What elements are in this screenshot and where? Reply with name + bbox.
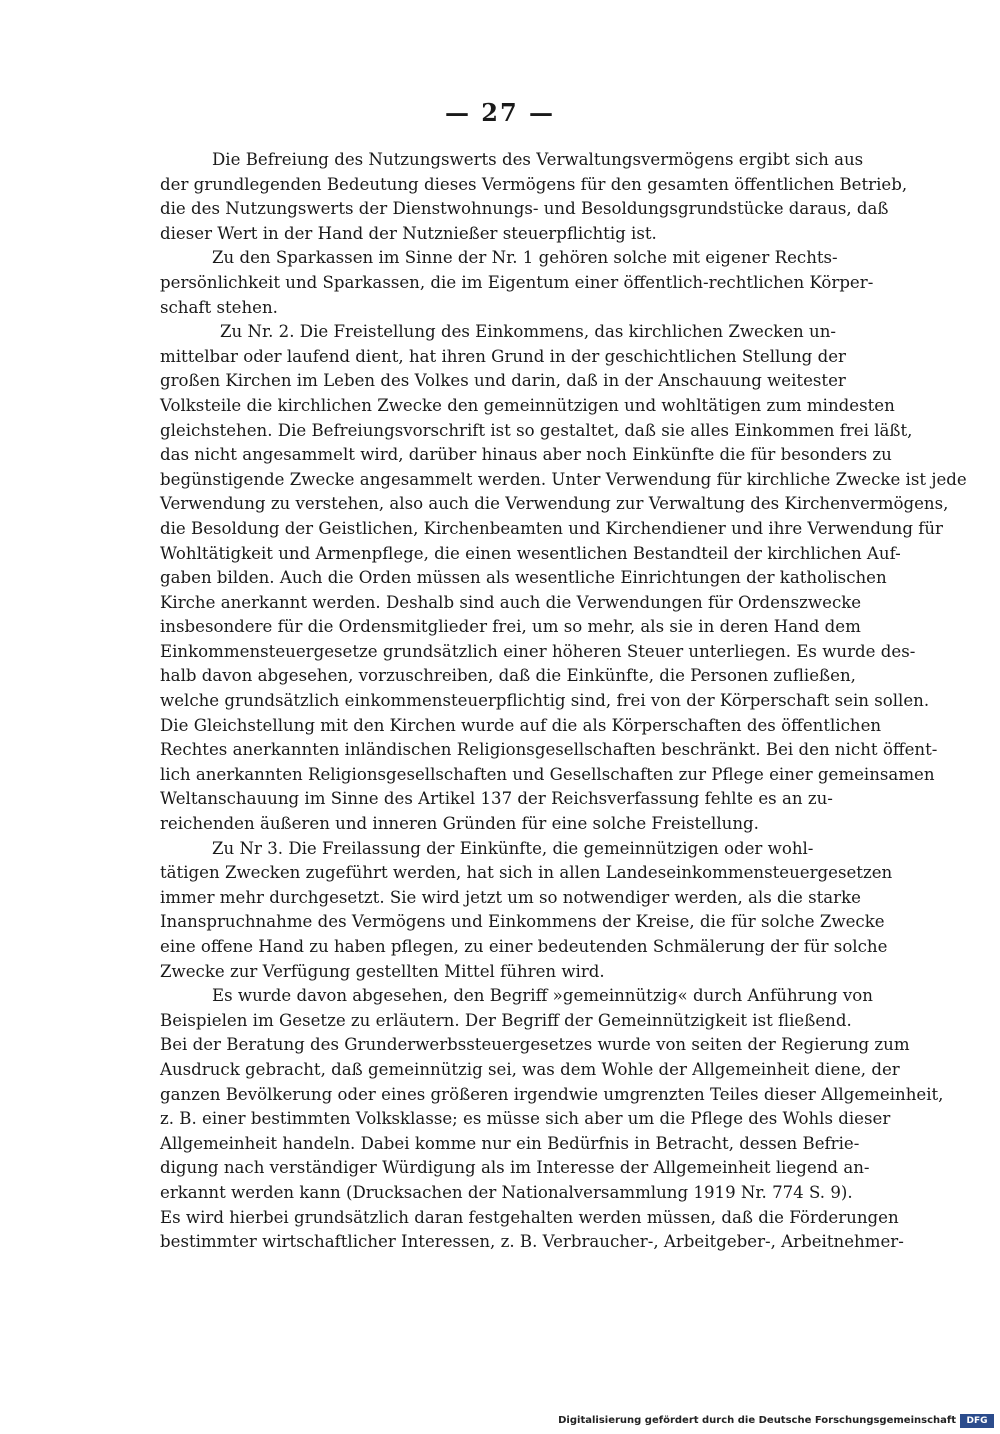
paragraph [160, 320, 967, 836]
body-text [160, 148, 967, 1255]
text-line: Inanspruchnahme des Vermögens und Einkommens der Kreise, die für solche Zwecke [160, 912, 885, 932]
text-line: reichenden äußeren und inneren Gründen für eine solche Freistellung. [160, 814, 759, 834]
text-line: Es wurde davon abgesehen, den Begriff »gemeinnützig« durch Anführung von [212, 986, 873, 1006]
text-line: Ausdruck gebracht, daß gemeinnützig sei, was dem Wohle der Allgemeinheit diene, der [160, 1059, 900, 1079]
text-line: der grundlegenden Bedeutung dieses Vermögens für den gesamten öffentlichen Betrieb, [160, 174, 908, 194]
text-line: dieser Wert in der Hand der Nutznießer steuerpflichtig ist. [160, 223, 657, 243]
text-line: die des Nutzungswerts der Dienstwohnungs- und Besoldungsgrundstücke daraus, daß [160, 199, 889, 219]
text-line: welche grundsätzlich einkommensteuerpflichtig sind, frei von der Körperschaft sein sollen. [160, 691, 930, 711]
text-line: Allgemeinheit handeln. Dabei komme nur ein Bedürfnis in Betracht, dessen Befrie- [160, 1133, 860, 1153]
text-line: halb davon abgesehen, vorzuschreiben, daß die Einkünfte, die Personen zufließen, [160, 666, 856, 686]
text-line: Zwecke zur Verfügung gestellten Mittel führen wird. [160, 961, 605, 981]
text-line: Zu Nr. 2. Die Freistellung des Einkommens, das kirchlichen Zwecken un- [220, 322, 836, 342]
text-line: insbesondere für die Ordensmitglieder frei, um so mehr, als sie in deren Hand dem [160, 617, 861, 637]
text-line: bestimmter wirtschaftlicher Interessen, z. B. Verbraucher-, Arbeitgeber-, Arbeitnehmer- [160, 1232, 904, 1252]
digitization-credit: Digitalisierung gefördert durch die Deutsche Forschungsgemeinschaft [558, 1415, 956, 1426]
text-line: Rechtes anerkannten inländischen Religionsgesellschaften beschränkt. Bei den nicht öffent- [160, 740, 938, 760]
text-line: Wohltätigkeit und Armenpflege, die einen wesentlichen Bestandteil der kirchlichen Auf- [160, 543, 901, 563]
text-line: tätigen Zwecken zugeführt werden, hat sich in allen Landeseinkommensteuergesetzen [160, 863, 893, 883]
text-line: Weltanschauung im Sinne des Artikel 137 der Reichsverfassung fehlte es an zu- [160, 789, 833, 809]
text-line: Die Gleichstellung mit den Kirchen wurde auf die als Körperschaften des öffentlichen [160, 715, 882, 735]
text-line: lich anerkannten Religionsgesellschaften und Gesellschaften zur Pflege einer gemeinsamen [160, 764, 935, 784]
paragraph [160, 246, 874, 320]
text-line: großen Kirchen im Leben des Volkes und darin, daß in der Anschauung weitester [160, 371, 846, 391]
text-line: ganzen Bevölkerung oder eines größeren irgendwie umgrenzten Teiles dieser Allgemeinheit, [160, 1084, 944, 1104]
text-line: mittelbar oder laufend dient, hat ihren Grund in der geschichtlichen Stellung der [160, 346, 846, 366]
text-line: Bei der Beratung des Grunderwerbssteuergesetzes wurde von seiten der Regierung zum [160, 1035, 910, 1055]
text-line: z. B. einer bestimmten Volksklasse; es müsse sich aber um die Pflege des Wohls dieser [160, 1109, 891, 1129]
text-line: immer mehr durchgesetzt. Sie wird jetzt um so notwendiger werden, als die starke [160, 887, 861, 907]
text-line: Volksteile die kirchlichen Zwecke den gemeinnützigen und wohltätigen zum mindesten [160, 395, 895, 415]
text-line: die Besoldung der Geistlichen, Kirchenbeamten und Kirchendiener und ihre Verwendung für [160, 518, 943, 538]
text-line: Zu den Sparkassen im Sinne der Nr. 1 gehören solche mit eigener Rechts- [212, 248, 838, 268]
text-line: Es wird hierbei grundsätzlich daran festgehalten werden müssen, daß die Förderungen [160, 1207, 899, 1227]
text-line: begünstigende Zwecke angesammelt werden. Unter Verwendung für kirchliche Zwecke ist jede [160, 469, 967, 489]
text-line: Einkommensteuergesetze grundsätzlich einer höheren Steuer unterliegen. Es wurde des- [160, 641, 916, 661]
text-line: Zu Nr 3. Die Freilassung der Einkünfte, die gemeinnützigen oder wohl- [212, 838, 814, 858]
text-line: gaben bilden. Auch die Orden müssen als wesentliche Einrichtungen der katholischen [160, 568, 887, 588]
text-line: erkannt werden kann (Drucksachen der Nationalversammlung 1919 Nr. 774 S. 9). [160, 1182, 853, 1202]
dfg-logo: DFG [960, 1414, 994, 1428]
text-line: digung nach verständiger Würdigung als im Interesse der Allgemeinheit liegend an- [160, 1158, 870, 1178]
text-line: Kirche anerkannt werden. Deshalb sind auch die Verwendungen für Ordenszwecke [160, 592, 862, 612]
paragraph [160, 984, 944, 1255]
paragraph [160, 837, 893, 985]
paragraph [160, 148, 908, 246]
text-line: Verwendung zu verstehen, also auch die Verwendung zur Verwaltung des Kirchenvermögens, [160, 494, 949, 514]
text-line: Die Befreiung des Nutzungswerts des Verwaltungsvermögens ergibt sich aus [212, 150, 864, 169]
text-line: das nicht angesammelt wird, darüber hinaus aber noch Einkünfte die für besonders zu [160, 445, 892, 465]
text-line: gleichstehen. Die Befreiungsvorschrift ist so gestaltet, daß sie alles Einkommen frei läßt, [160, 420, 913, 440]
text-line: persönlichkeit und Sparkassen, die im Eigentum einer öffentlich-rechtlichen Körper- [160, 272, 874, 292]
text-line: schaft stehen. [160, 297, 278, 317]
text-line: eine offene Hand zu haben pflegen, zu einer bedeutenden Schmälerung der für solche [160, 937, 888, 956]
text-line: Beispielen im Gesetze zu erläutern. Der Begriff der Gemeinnützigkeit ist fließend. [160, 1010, 852, 1030]
page-number: — 27 — [444, 98, 556, 127]
